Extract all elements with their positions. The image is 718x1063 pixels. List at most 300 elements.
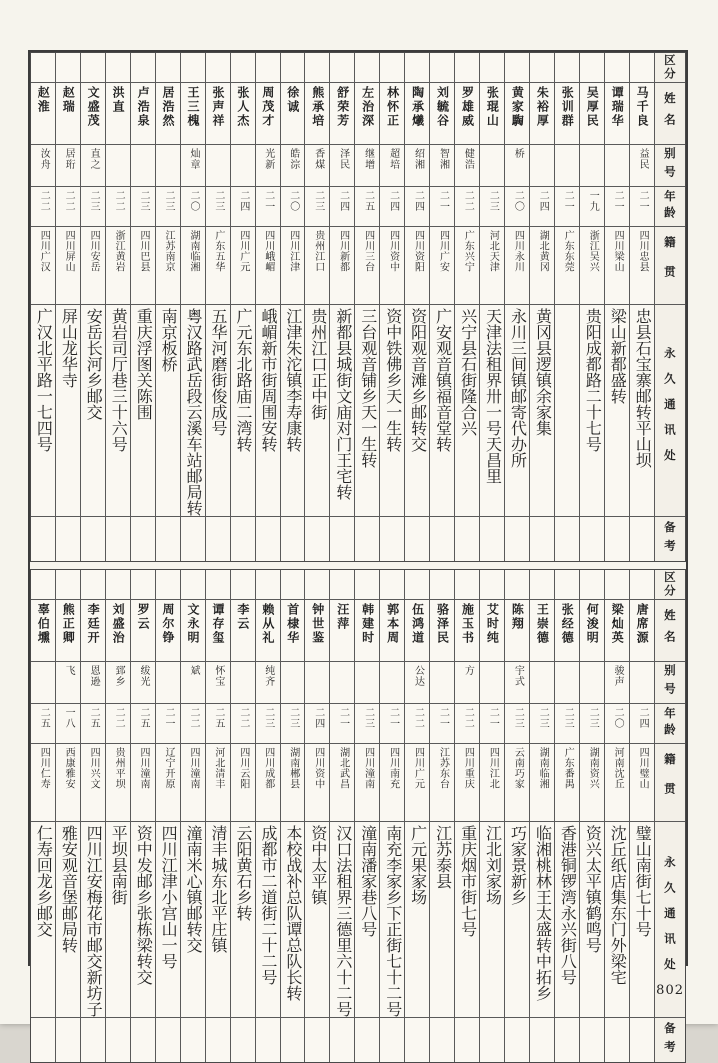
category-cell (305, 570, 329, 600)
name-cell: 张琨山 (480, 83, 504, 145)
row-header-name: 姓名 (655, 600, 685, 662)
category-cell (380, 53, 404, 83)
category-cell (330, 53, 354, 83)
alias-cell: 宇式 (505, 662, 529, 704)
remarks-cell (305, 517, 329, 561)
native-cell: 辽宁开原 (156, 744, 180, 822)
address-cell: 梁山新都盛转 (605, 305, 629, 517)
person-column (555, 53, 580, 561)
person-column (181, 570, 206, 1062)
age-cell: 二二 (405, 704, 429, 744)
age-cell: 二三 (555, 704, 579, 744)
name-cell: 吴厚民 (580, 83, 604, 145)
alias-cell: 直之 (81, 145, 105, 187)
remarks-cell (480, 517, 504, 561)
alias-cell (480, 145, 504, 187)
person-column (405, 53, 430, 561)
age-cell: 二四 (330, 187, 354, 227)
name-cell: 张经德 (555, 600, 579, 662)
person-column (605, 570, 630, 1062)
age-cell: 二三 (580, 704, 604, 744)
native-cell: 河北清丰 (206, 744, 230, 822)
name-cell: 徐诚 (281, 83, 305, 145)
alias-cell: 怀宝 (206, 662, 230, 704)
native-cell: 四川资中 (305, 744, 329, 822)
person-column (231, 570, 256, 1062)
alias-cell: 绍湘 (405, 145, 429, 187)
remarks-cell (630, 1018, 654, 1062)
remarks-cell (106, 517, 130, 561)
category-cell (555, 570, 579, 600)
native-cell: 四川资阳 (405, 227, 429, 305)
category-cell (256, 53, 280, 83)
alias-cell: 纯齐 (256, 662, 280, 704)
alias-cell: 光新 (256, 145, 280, 187)
remarks-cell (555, 1018, 579, 1062)
row-header-category: 区分 (655, 570, 685, 600)
age-cell: 二三 (480, 187, 504, 227)
native-cell: 贵州平坝 (106, 744, 130, 822)
age-cell: 二〇 (281, 187, 305, 227)
name-cell: 张声祥 (206, 83, 230, 145)
native-cell: 湖北武昌 (330, 744, 354, 822)
native-cell: 江苏东台 (430, 744, 454, 822)
age-cell: 二四 (405, 187, 429, 227)
category-cell (530, 570, 554, 600)
name-cell: 谭存玺 (206, 600, 230, 662)
age-cell: 二四 (305, 704, 329, 744)
name-cell: 赵淮 (31, 83, 55, 145)
category-cell (580, 53, 604, 83)
name-cell: 何浚明 (580, 600, 604, 662)
alias-cell: 皓淙 (281, 145, 305, 187)
remarks-cell (530, 1018, 554, 1062)
native-cell: 四川新都 (330, 227, 354, 305)
remarks-cell (605, 1018, 629, 1062)
address-cell: 南充李家乡下正街七十二号 (380, 822, 404, 1018)
alias-cell (480, 662, 504, 704)
category-cell (430, 53, 454, 83)
remarks-cell (31, 1018, 55, 1062)
age-cell: 二三 (305, 187, 329, 227)
remarks-cell (305, 1018, 329, 1062)
name-cell: 施玉书 (455, 600, 479, 662)
age-cell: 二二 (56, 187, 80, 227)
native-cell: 四川安岳 (81, 227, 105, 305)
age-cell: 二三 (156, 187, 180, 227)
name-cell: 舒荣芳 (330, 83, 354, 145)
address-cell: 香港铜锣湾永兴街八号 (555, 822, 579, 1018)
name-cell: 文永明 (181, 600, 205, 662)
remarks-cell (330, 1018, 354, 1062)
address-cell: 沈丘纸店集东门外梁宅 (605, 822, 629, 1018)
person-column (281, 53, 306, 561)
age-cell: 二五 (131, 704, 155, 744)
category-cell (231, 53, 255, 83)
age-cell: 二三 (256, 704, 280, 744)
remarks-cell (281, 1018, 305, 1062)
alias-cell (430, 662, 454, 704)
person-column (355, 570, 380, 1062)
address-cell: 雅安观音堡邮局转 (56, 822, 80, 1018)
category-cell (505, 53, 529, 83)
native-cell: 四川屏山 (56, 227, 80, 305)
address-cell: 清丰城东北平庄镇 (206, 822, 230, 1018)
category-cell (480, 570, 504, 600)
category-cell (405, 53, 429, 83)
address-cell: 贵阳成都路二十七号 (580, 305, 604, 517)
remarks-cell (181, 517, 205, 561)
category-cell (281, 570, 305, 600)
address-cell: 资中铁佛乡天一生转 (380, 305, 404, 517)
age-cell: 二一 (630, 187, 654, 227)
remarks-cell (580, 517, 604, 561)
category-cell (405, 570, 429, 600)
native-cell: 四川永川 (505, 227, 529, 305)
category-cell (206, 53, 230, 83)
age-cell: 二〇 (181, 187, 205, 227)
person-column (256, 570, 281, 1062)
address-cell: 潼南潘家巷八号 (355, 822, 379, 1018)
category-cell (330, 570, 354, 600)
remarks-cell (231, 1018, 255, 1062)
native-cell: 湖南郴县 (281, 744, 305, 822)
address-cell: 资兴太平镇鹤鸣号 (580, 822, 604, 1018)
address-cell: 江苏泰县 (430, 822, 454, 1018)
address-cell: 广元东北路庙二湾转 (231, 305, 255, 517)
alias-cell (355, 662, 379, 704)
person-column (505, 570, 530, 1062)
native-cell: 广东五华 (206, 227, 230, 305)
age-cell: 二二 (181, 704, 205, 744)
alias-cell: 泽民 (330, 145, 354, 187)
age-cell: 二一 (330, 704, 354, 744)
native-cell: 四川资中 (380, 227, 404, 305)
address-cell: 云阳黄石乡转 (231, 822, 255, 1018)
alias-cell (555, 662, 579, 704)
alias-cell: 桥 (505, 145, 529, 187)
age-cell: 二三 (530, 704, 554, 744)
remarks-cell (380, 1018, 404, 1062)
alias-cell: 香煤 (305, 145, 329, 187)
remarks-cell (405, 517, 429, 561)
address-cell: 黄岩司厅巷三十六号 (106, 305, 130, 517)
alias-cell: 恩逊 (81, 662, 105, 704)
person-column (231, 53, 256, 561)
remarks-cell (56, 517, 80, 561)
person-column (455, 570, 480, 1062)
alias-cell: 灿章 (181, 145, 205, 187)
name-cell: 卢浩泉 (131, 83, 155, 145)
person-column (555, 570, 580, 1062)
age-cell: 二一 (430, 704, 454, 744)
alias-cell (530, 145, 554, 187)
native-cell: 四川三台 (355, 227, 379, 305)
remarks-cell (156, 517, 180, 561)
alias-cell: 方 (455, 662, 479, 704)
native-cell: 河北天津 (480, 227, 504, 305)
native-cell: 四川巴县 (131, 227, 155, 305)
age-cell: 二一 (555, 187, 579, 227)
address-cell: 忠县石宝寨邮转平山坝 (630, 305, 654, 517)
native-cell: 四川广元 (231, 227, 255, 305)
category-cell (630, 53, 654, 83)
category-cell (231, 570, 255, 600)
age-cell: 二四 (231, 187, 255, 227)
alias-cell (206, 145, 230, 187)
row-header-column (655, 53, 685, 561)
native-cell: 云南巧家 (505, 744, 529, 822)
person-column (330, 53, 355, 561)
row-header-name: 姓名 (655, 83, 685, 145)
address-cell (555, 305, 579, 517)
remarks-cell (355, 1018, 379, 1062)
category-cell (605, 53, 629, 83)
person-column (355, 53, 380, 561)
address-cell: 南京板桥 (156, 305, 180, 517)
category-cell (430, 570, 454, 600)
remarks-cell (480, 1018, 504, 1062)
remarks-cell (380, 517, 404, 561)
registry-table-top (30, 52, 686, 562)
age-cell: 二四 (380, 187, 404, 227)
remarks-cell (430, 1018, 454, 1062)
remarks-cell (156, 1018, 180, 1062)
person-column (256, 53, 281, 561)
age-cell: 二二 (455, 704, 479, 744)
person-column (281, 570, 306, 1062)
native-cell: 四川广元 (405, 744, 429, 822)
name-cell: 文盛茂 (81, 83, 105, 145)
name-cell: 周茂才 (256, 83, 280, 145)
person-column (31, 53, 56, 561)
person-column (580, 53, 605, 561)
address-cell: 四川江安梅花市邮交新坊子 (81, 822, 105, 1018)
address-cell: 广汉北平路一七四号 (31, 305, 55, 517)
name-cell: 左治深 (355, 83, 379, 145)
alias-cell: 郅乡 (106, 662, 130, 704)
alias-cell: 继增 (355, 145, 379, 187)
page-number: 802 (656, 983, 684, 998)
remarks-cell (256, 1018, 280, 1062)
category-cell (156, 570, 180, 600)
person-column (106, 570, 131, 1062)
alias-cell: 绂光 (131, 662, 155, 704)
remarks-cell (131, 1018, 155, 1062)
address-cell: 五华河磨街俊成号 (206, 305, 230, 517)
address-cell: 天津法租界卅一号天昌里 (480, 305, 504, 517)
alias-cell (380, 662, 404, 704)
person-column (131, 570, 156, 1062)
remarks-cell (630, 517, 654, 561)
category-cell (355, 53, 379, 83)
alias-cell: 骏声 (605, 662, 629, 704)
name-cell: 罗雄威 (455, 83, 479, 145)
category-cell (305, 53, 329, 83)
row-header-age: 年龄 (655, 704, 685, 744)
name-cell: 钟世鉴 (305, 600, 329, 662)
person-column (630, 53, 655, 561)
person-column (106, 53, 131, 561)
name-cell: 张人杰 (231, 83, 255, 145)
age-cell: 二一 (605, 187, 629, 227)
age-cell: 二三 (281, 704, 305, 744)
remarks-cell (206, 517, 230, 561)
alias-cell (630, 662, 654, 704)
name-cell: 黄家騊 (505, 83, 529, 145)
native-cell: 河南沈丘 (605, 744, 629, 822)
age-cell: 二一 (480, 704, 504, 744)
native-cell: 湖南临湘 (181, 227, 205, 305)
category-cell (81, 53, 105, 83)
native-cell: 四川江北 (480, 744, 504, 822)
name-cell: 郭本周 (380, 600, 404, 662)
category-cell (181, 53, 205, 83)
native-cell: 湖南临湘 (530, 744, 554, 822)
name-cell: 骆泽民 (430, 600, 454, 662)
alias-cell (156, 662, 180, 704)
address-cell: 安岳长河乡邮交 (81, 305, 105, 517)
person-column (605, 53, 630, 561)
age-cell: 二〇 (605, 704, 629, 744)
native-cell: 四川南充 (380, 744, 404, 822)
alias-cell: 飞 (56, 662, 80, 704)
remarks-cell (555, 517, 579, 561)
remarks-cell (505, 517, 529, 561)
name-cell: 梁灿英 (605, 600, 629, 662)
address-cell: 三台观音铺乡天一生转 (355, 305, 379, 517)
native-cell: 广东番禺 (555, 744, 579, 822)
address-cell: 峨嵋新市街周围安转 (256, 305, 280, 517)
row-header-alias: 别号 (655, 145, 685, 187)
age-cell: 二〇 (505, 187, 529, 227)
address-cell: 兴宁县石街隆合兴 (455, 305, 479, 517)
name-cell: 居浩然 (156, 83, 180, 145)
address-cell: 巧家景新乡 (505, 822, 529, 1018)
remarks-cell (605, 517, 629, 561)
row-header-native: 籍贯 (655, 744, 685, 822)
address-cell: 永川三间镇邮寄代办所 (505, 305, 529, 517)
name-cell: 王三槐 (181, 83, 205, 145)
person-column (131, 53, 156, 561)
alias-cell (605, 145, 629, 187)
alias-cell (281, 662, 305, 704)
alias-cell (330, 662, 354, 704)
person-column (206, 53, 231, 561)
person-column (430, 53, 455, 561)
alias-cell: 居珩 (56, 145, 80, 187)
age-cell: 二五 (31, 704, 55, 744)
age-cell: 二一 (156, 704, 180, 744)
address-cell: 新都县城街文庙对门王宅转 (330, 305, 354, 517)
category-cell (81, 570, 105, 600)
age-cell: 二二 (455, 187, 479, 227)
native-cell: 贵州江口 (305, 227, 329, 305)
native-cell: 四川兴文 (81, 744, 105, 822)
person-column (430, 570, 455, 1062)
name-cell: 熊承培 (305, 83, 329, 145)
category-cell (630, 570, 654, 600)
person-column (455, 53, 480, 561)
age-cell: 二二 (231, 704, 255, 744)
category-cell (455, 570, 479, 600)
remarks-cell (281, 517, 305, 561)
address-cell: 江津朱沱镇李寿康转 (281, 305, 305, 517)
native-cell: 广东兴宁 (455, 227, 479, 305)
person-column (305, 570, 330, 1062)
remarks-cell (455, 1018, 479, 1062)
category-cell (380, 570, 404, 600)
person-column (505, 53, 530, 561)
address-cell: 重庆浮图关陈围 (131, 305, 155, 517)
alias-cell (156, 145, 180, 187)
alias-cell (305, 662, 329, 704)
person-column (630, 570, 655, 1062)
native-cell: 四川江津 (281, 227, 305, 305)
person-column (56, 53, 81, 561)
row-header-alias: 别号 (655, 662, 685, 704)
native-cell: 四川成都 (256, 744, 280, 822)
native-cell: 浙江黄岩 (106, 227, 130, 305)
row-header-address: 永久通讯处 (655, 822, 685, 1018)
row-header-native: 籍贯 (655, 227, 685, 305)
address-cell: 汉口法租界三德里六十二号 (330, 822, 354, 1018)
category-cell (530, 53, 554, 83)
address-cell: 广安观音镇福音堂转 (430, 305, 454, 517)
row-header-remarks: 备考 (662, 520, 677, 558)
age-cell: 二三 (131, 187, 155, 227)
alias-cell (580, 662, 604, 704)
native-cell: 江苏南京 (156, 227, 180, 305)
alias-cell (231, 145, 255, 187)
name-cell: 周尔铮 (156, 600, 180, 662)
person-column (530, 53, 555, 561)
age-cell: 二一 (430, 187, 454, 227)
name-cell: 陶承爔 (405, 83, 429, 145)
address-cell: 资中发邮乡张栋梁转交 (131, 822, 155, 1018)
address-cell: 屏山龙华寺 (56, 305, 80, 517)
category-cell (31, 53, 55, 83)
native-cell: 四川仁寿 (31, 744, 55, 822)
address-cell: 临湘桃林王太盛转中拓乡 (530, 822, 554, 1018)
alias-cell: 智湘 (430, 145, 454, 187)
age-cell: 二五 (206, 704, 230, 744)
native-cell: 湖北黄冈 (530, 227, 554, 305)
native-cell: 广东东莞 (555, 227, 579, 305)
age-cell: 一九 (580, 187, 604, 227)
name-cell: 刘盛治 (106, 600, 130, 662)
remarks-cell (405, 1018, 429, 1062)
remarks-cell (455, 517, 479, 561)
alias-cell (555, 145, 579, 187)
remarks-cell (81, 517, 105, 561)
name-cell: 唐席源 (630, 600, 654, 662)
remarks-cell (106, 1018, 130, 1062)
category-cell (56, 53, 80, 83)
alias-cell: 超培 (380, 145, 404, 187)
category-cell (505, 570, 529, 600)
alias-cell (106, 145, 130, 187)
category-cell (256, 570, 280, 600)
native-cell: 四川璧山 (630, 744, 654, 822)
category-cell (156, 53, 180, 83)
remarks-cell (81, 1018, 105, 1062)
category-cell (131, 53, 155, 83)
name-cell: 熊正卿 (56, 600, 80, 662)
age-cell: 二四 (530, 187, 554, 227)
name-cell: 李云 (231, 600, 255, 662)
category-cell (580, 570, 604, 600)
